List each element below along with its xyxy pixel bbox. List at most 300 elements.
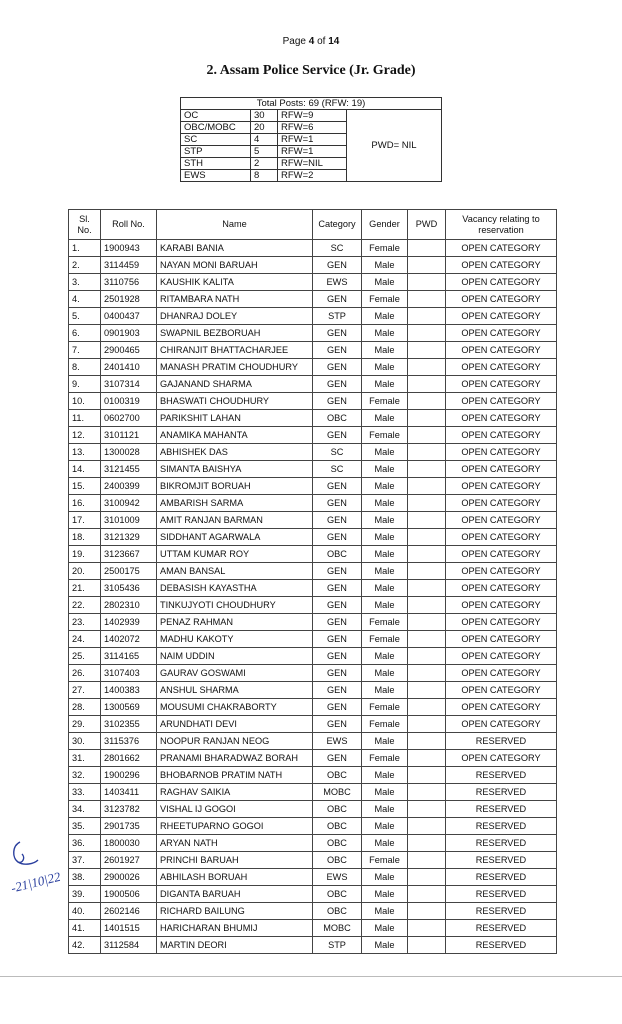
row-roll-no: 0602700: [101, 410, 157, 427]
row-pwd: [408, 308, 446, 325]
row-vacancy: OPEN CATEGORY: [446, 325, 557, 342]
row-gender: Male: [362, 274, 408, 291]
row-category: GEN: [313, 478, 362, 495]
row-category: GEN: [313, 563, 362, 580]
summary-pwd: PWD= NIL: [347, 110, 442, 182]
row-sl-no: 2.: [69, 257, 101, 274]
row-category: GEN: [313, 665, 362, 682]
row-pwd: [408, 240, 446, 257]
row-sl-no: 18.: [69, 529, 101, 546]
row-sl-no: 35.: [69, 818, 101, 835]
row-roll-no: 2900026: [101, 869, 157, 886]
row-gender: Female: [362, 750, 408, 767]
row-pwd: [408, 682, 446, 699]
summary-category: EWS: [181, 170, 251, 182]
table-row: [69, 665, 557, 682]
row-roll-no: 2400399: [101, 478, 157, 495]
row-category: GEN: [313, 529, 362, 546]
summary-category: OC: [181, 110, 251, 122]
row-category: OBC: [313, 767, 362, 784]
row-name: NOOPUR RANJAN NEOG: [157, 733, 313, 750]
row-roll-no: 1403411: [101, 784, 157, 801]
row-category: GEN: [313, 631, 362, 648]
row-name: PRINCHI BARUAH: [157, 852, 313, 869]
row-vacancy: RESERVED: [446, 835, 557, 852]
row-pwd: [408, 733, 446, 750]
row-name: SIMANTA BAISHYA: [157, 461, 313, 478]
row-pwd: [408, 835, 446, 852]
table-row: [69, 580, 557, 597]
table-row: [69, 903, 557, 920]
row-vacancy: OPEN CATEGORY: [446, 682, 557, 699]
row-gender: Male: [362, 665, 408, 682]
row-sl-no: 14.: [69, 461, 101, 478]
row-sl-no: 25.: [69, 648, 101, 665]
row-pwd: [408, 495, 446, 512]
row-pwd: [408, 750, 446, 767]
table-row: [69, 597, 557, 614]
row-category: GEN: [313, 291, 362, 308]
row-sl-no: 16.: [69, 495, 101, 512]
row-roll-no: 1900296: [101, 767, 157, 784]
page-total: 14: [328, 36, 340, 47]
row-roll-no: 3101121: [101, 427, 157, 444]
row-category: EWS: [313, 733, 362, 750]
row-name: ANSHUL SHARMA: [157, 682, 313, 699]
row-pwd: [408, 359, 446, 376]
row-sl-no: 17.: [69, 512, 101, 529]
summary-category: STP: [181, 146, 251, 158]
row-category: EWS: [313, 274, 362, 291]
summary-category: OBC/MOBC: [181, 122, 251, 134]
row-vacancy: OPEN CATEGORY: [446, 444, 557, 461]
summary-header: Total Posts: 69 (RFW: 19): [181, 98, 442, 110]
row-pwd: [408, 461, 446, 478]
row-vacancy: OPEN CATEGORY: [446, 750, 557, 767]
row-roll-no: 1900943: [101, 240, 157, 257]
row-pwd: [408, 512, 446, 529]
row-vacancy: RESERVED: [446, 818, 557, 835]
table-row: [69, 393, 557, 410]
table-row: [69, 478, 557, 495]
selection-list-table: [68, 209, 557, 954]
row-roll-no: 3110756: [101, 274, 157, 291]
row-vacancy: OPEN CATEGORY: [446, 376, 557, 393]
handwritten-signature: [8, 836, 82, 896]
row-gender: Male: [362, 767, 408, 784]
row-sl-no: 32.: [69, 767, 101, 784]
row-vacancy: RESERVED: [446, 886, 557, 903]
row-category: OBC: [313, 818, 362, 835]
row-pwd: [408, 767, 446, 784]
row-category: OBC: [313, 546, 362, 563]
summary-rfw: RFW=2: [278, 170, 347, 182]
row-name: AMAN BANSAL: [157, 563, 313, 580]
row-pwd: [408, 852, 446, 869]
table-row: [69, 427, 557, 444]
row-pwd: [408, 886, 446, 903]
row-vacancy: OPEN CATEGORY: [446, 427, 557, 444]
row-gender: Male: [362, 563, 408, 580]
row-roll-no: 3115376: [101, 733, 157, 750]
row-roll-no: 0100319: [101, 393, 157, 410]
row-sl-no: 22.: [69, 597, 101, 614]
row-vacancy: OPEN CATEGORY: [446, 563, 557, 580]
row-roll-no: 3114165: [101, 648, 157, 665]
row-sl-no: 15.: [69, 478, 101, 495]
row-gender: Male: [362, 903, 408, 920]
table-row: [69, 614, 557, 631]
row-pwd: [408, 801, 446, 818]
row-name: ABHILASH BORUAH: [157, 869, 313, 886]
row-vacancy: OPEN CATEGORY: [446, 716, 557, 733]
row-gender: Male: [362, 580, 408, 597]
summary-rfw: RFW=9: [278, 110, 347, 122]
row-name: CHIRANJIT BHATTACHARJEE: [157, 342, 313, 359]
row-category: GEN: [313, 716, 362, 733]
table-row: [69, 750, 557, 767]
row-name: MOUSUMI CHAKRABORTY: [157, 699, 313, 716]
row-gender: Female: [362, 393, 408, 410]
row-category: GEN: [313, 597, 362, 614]
row-sl-no: 34.: [69, 801, 101, 818]
row-roll-no: 2501928: [101, 291, 157, 308]
table-row: [69, 257, 557, 274]
row-roll-no: 3112584: [101, 937, 157, 954]
table-row: [69, 852, 557, 869]
row-name: RAGHAV SAIKIA: [157, 784, 313, 801]
posts-summary-table: [180, 97, 442, 182]
row-roll-no: 0400437: [101, 308, 157, 325]
row-gender: Male: [362, 376, 408, 393]
summary-posts: 2: [251, 158, 278, 170]
row-gender: Male: [362, 818, 408, 835]
row-category: GEN: [313, 682, 362, 699]
row-category: STP: [313, 937, 362, 954]
row-sl-no: 24.: [69, 631, 101, 648]
row-vacancy: OPEN CATEGORY: [446, 274, 557, 291]
table-row: [69, 648, 557, 665]
row-roll-no: 3107314: [101, 376, 157, 393]
row-vacancy: OPEN CATEGORY: [446, 291, 557, 308]
row-roll-no: 2602146: [101, 903, 157, 920]
row-vacancy: OPEN CATEGORY: [446, 342, 557, 359]
row-category: OBC: [313, 801, 362, 818]
row-gender: Male: [362, 478, 408, 495]
row-vacancy: RESERVED: [446, 733, 557, 750]
row-vacancy: OPEN CATEGORY: [446, 631, 557, 648]
row-pwd: [408, 869, 446, 886]
summary-category: STH: [181, 158, 251, 170]
row-category: GEN: [313, 648, 362, 665]
row-roll-no: 3101009: [101, 512, 157, 529]
summary-rfw: RFW=6: [278, 122, 347, 134]
row-pwd: [408, 342, 446, 359]
row-vacancy: OPEN CATEGORY: [446, 478, 557, 495]
row-name: UTTAM KUMAR ROY: [157, 546, 313, 563]
table-row: [69, 495, 557, 512]
summary-rfw: RFW=NIL: [278, 158, 347, 170]
row-gender: Male: [362, 682, 408, 699]
row-category: GEN: [313, 342, 362, 359]
row-roll-no: 1800030: [101, 835, 157, 852]
row-roll-no: 1300028: [101, 444, 157, 461]
row-vacancy: RESERVED: [446, 869, 557, 886]
row-vacancy: OPEN CATEGORY: [446, 614, 557, 631]
row-sl-no: 27.: [69, 682, 101, 699]
row-sl-no: 30.: [69, 733, 101, 750]
row-name: TINKUJYOTI CHOUDHURY: [157, 597, 313, 614]
row-category: OBC: [313, 886, 362, 903]
row-pwd: [408, 716, 446, 733]
table-header-row: [69, 210, 557, 240]
header-name: Name: [157, 210, 313, 240]
row-pwd: [408, 478, 446, 495]
table-row: [69, 325, 557, 342]
row-pwd: [408, 274, 446, 291]
row-sl-no: 11.: [69, 410, 101, 427]
row-gender: Male: [362, 886, 408, 903]
row-sl-no: 41.: [69, 920, 101, 937]
row-pwd: [408, 444, 446, 461]
row-pwd: [408, 563, 446, 580]
row-name: HARICHARAN BHUMIJ: [157, 920, 313, 937]
row-vacancy: OPEN CATEGORY: [446, 461, 557, 478]
row-sl-no: 1.: [69, 240, 101, 257]
row-gender: Male: [362, 308, 408, 325]
row-name: BHASWATI CHOUDHURY: [157, 393, 313, 410]
row-sl-no: 26.: [69, 665, 101, 682]
row-vacancy: OPEN CATEGORY: [446, 648, 557, 665]
table-row: [69, 563, 557, 580]
summary-posts: 4: [251, 134, 278, 146]
row-gender: Male: [362, 410, 408, 427]
row-roll-no: 1402072: [101, 631, 157, 648]
row-gender: Male: [362, 257, 408, 274]
summary-category: SC: [181, 134, 251, 146]
row-pwd: [408, 291, 446, 308]
row-sl-no: 9.: [69, 376, 101, 393]
page-bottom-rule: [0, 976, 622, 977]
row-name: SIDDHANT AGARWALA: [157, 529, 313, 546]
row-roll-no: 3107403: [101, 665, 157, 682]
row-vacancy: OPEN CATEGORY: [446, 257, 557, 274]
row-sl-no: 29.: [69, 716, 101, 733]
row-name: RITAMBARA NATH: [157, 291, 313, 308]
table-row: [69, 835, 557, 852]
page-prefix: Page: [282, 36, 306, 47]
row-name: PARIKSHIT LAHAN: [157, 410, 313, 427]
row-vacancy: OPEN CATEGORY: [446, 308, 557, 325]
table-row: [69, 767, 557, 784]
header-vacancy: Vacancy relating to reservation: [446, 210, 557, 240]
row-category: SC: [313, 461, 362, 478]
row-name: NAIM UDDIN: [157, 648, 313, 665]
row-name: DHANRAJ DOLEY: [157, 308, 313, 325]
row-name: GAURAV GOSWAMI: [157, 665, 313, 682]
row-pwd: [408, 580, 446, 597]
row-sl-no: 7.: [69, 342, 101, 359]
row-category: MOBC: [313, 784, 362, 801]
row-name: RICHARD BAILUNG: [157, 903, 313, 920]
page-number: [0, 36, 622, 47]
row-roll-no: 0901903: [101, 325, 157, 342]
row-roll-no: 2401410: [101, 359, 157, 376]
row-vacancy: OPEN CATEGORY: [446, 546, 557, 563]
table-row: [69, 682, 557, 699]
row-roll-no: 3121329: [101, 529, 157, 546]
row-pwd: [408, 325, 446, 342]
row-vacancy: RESERVED: [446, 903, 557, 920]
document-title: 2. Assam Police Service (Jr. Grade): [206, 63, 416, 78]
row-pwd: [408, 546, 446, 563]
row-category: GEN: [313, 495, 362, 512]
row-sl-no: 28.: [69, 699, 101, 716]
row-pwd: [408, 665, 446, 682]
row-gender: Female: [362, 716, 408, 733]
summary-posts: 8: [251, 170, 278, 182]
row-pwd: [408, 376, 446, 393]
row-sl-no: 39.: [69, 886, 101, 903]
row-vacancy: OPEN CATEGORY: [446, 597, 557, 614]
row-vacancy: RESERVED: [446, 784, 557, 801]
header-pwd: PWD: [408, 210, 446, 240]
row-gender: Male: [362, 529, 408, 546]
row-gender: Male: [362, 325, 408, 342]
row-category: OBC: [313, 852, 362, 869]
row-pwd: [408, 427, 446, 444]
table-row: [69, 240, 557, 257]
row-name: ANAMIKA MAHANTA: [157, 427, 313, 444]
row-gender: Male: [362, 546, 408, 563]
row-roll-no: 3123782: [101, 801, 157, 818]
summary-posts: 30: [251, 110, 278, 122]
table-row: [69, 308, 557, 325]
row-name: SWAPNIL BEZBORUAH: [157, 325, 313, 342]
row-vacancy: RESERVED: [446, 920, 557, 937]
row-sl-no: 3.: [69, 274, 101, 291]
row-category: GEN: [313, 376, 362, 393]
row-sl-no: 31.: [69, 750, 101, 767]
table-row: [69, 512, 557, 529]
row-gender: Male: [362, 495, 408, 512]
row-sl-no: 4.: [69, 291, 101, 308]
row-vacancy: OPEN CATEGORY: [446, 410, 557, 427]
table-row: [69, 801, 557, 818]
row-gender: Male: [362, 461, 408, 478]
row-gender: Male: [362, 444, 408, 461]
row-roll-no: 2901735: [101, 818, 157, 835]
row-category: GEN: [313, 393, 362, 410]
row-sl-no: 20.: [69, 563, 101, 580]
row-vacancy: RESERVED: [446, 852, 557, 869]
row-gender: Male: [362, 597, 408, 614]
row-category: GEN: [313, 614, 362, 631]
table-row: [69, 461, 557, 478]
row-name: MANASH PRATIM CHOUDHURY: [157, 359, 313, 376]
table-row: [69, 869, 557, 886]
row-name: DEBASISH KAYASTHA: [157, 580, 313, 597]
row-category: GEN: [313, 512, 362, 529]
table-row: [69, 291, 557, 308]
row-vacancy: OPEN CATEGORY: [446, 580, 557, 597]
table-row: [69, 937, 557, 954]
row-category: GEN: [313, 427, 362, 444]
row-sl-no: 21.: [69, 580, 101, 597]
row-roll-no: 1300569: [101, 699, 157, 716]
row-category: GEN: [313, 750, 362, 767]
row-vacancy: OPEN CATEGORY: [446, 699, 557, 716]
row-sl-no: 6.: [69, 325, 101, 342]
row-gender: Female: [362, 631, 408, 648]
summary-rfw: RFW=1: [278, 146, 347, 158]
row-roll-no: 2601927: [101, 852, 157, 869]
table-row: [69, 631, 557, 648]
row-pwd: [408, 699, 446, 716]
row-roll-no: 1401515: [101, 920, 157, 937]
row-roll-no: 3105436: [101, 580, 157, 597]
row-pwd: [408, 614, 446, 631]
row-vacancy: OPEN CATEGORY: [446, 529, 557, 546]
summary-posts: 20: [251, 122, 278, 134]
row-category: OBC: [313, 410, 362, 427]
table-row: [69, 359, 557, 376]
row-pwd: [408, 597, 446, 614]
row-gender: Male: [362, 512, 408, 529]
row-name: MARTIN DEORI: [157, 937, 313, 954]
table-row: [69, 444, 557, 461]
row-pwd: [408, 818, 446, 835]
row-name: MADHU KAKOTY: [157, 631, 313, 648]
row-name: NAYAN MONI BARUAH: [157, 257, 313, 274]
row-pwd: [408, 937, 446, 954]
header-sl-no: Sl. No.: [69, 210, 101, 240]
row-gender: Male: [362, 835, 408, 852]
row-name: GAJANAND SHARMA: [157, 376, 313, 393]
row-category: SC: [313, 444, 362, 461]
row-category: SC: [313, 240, 362, 257]
table-row: [69, 529, 557, 546]
row-name: BIKROMJIT BORUAH: [157, 478, 313, 495]
row-category: GEN: [313, 699, 362, 716]
row-gender: Male: [362, 869, 408, 886]
row-name: BHOBARNOB PRATIM NATH: [157, 767, 313, 784]
row-roll-no: 1900506: [101, 886, 157, 903]
row-gender: Female: [362, 852, 408, 869]
row-sl-no: 23.: [69, 614, 101, 631]
row-vacancy: RESERVED: [446, 801, 557, 818]
row-pwd: [408, 648, 446, 665]
row-roll-no: 1400383: [101, 682, 157, 699]
row-sl-no: 42.: [69, 937, 101, 954]
row-name: KARABI BANIA: [157, 240, 313, 257]
table-row: [69, 733, 557, 750]
table-row: [69, 818, 557, 835]
row-gender: Male: [362, 342, 408, 359]
row-category: MOBC: [313, 920, 362, 937]
row-gender: Male: [362, 648, 408, 665]
row-pwd: [408, 920, 446, 937]
row-category: EWS: [313, 869, 362, 886]
row-sl-no: 5.: [69, 308, 101, 325]
row-name: RHEETUPARNO GOGOI: [157, 818, 313, 835]
row-roll-no: 2500175: [101, 563, 157, 580]
summary-posts: 5: [251, 146, 278, 158]
summary-rfw: RFW=1: [278, 134, 347, 146]
row-gender: Male: [362, 359, 408, 376]
row-vacancy: OPEN CATEGORY: [446, 665, 557, 682]
table-row: [69, 920, 557, 937]
